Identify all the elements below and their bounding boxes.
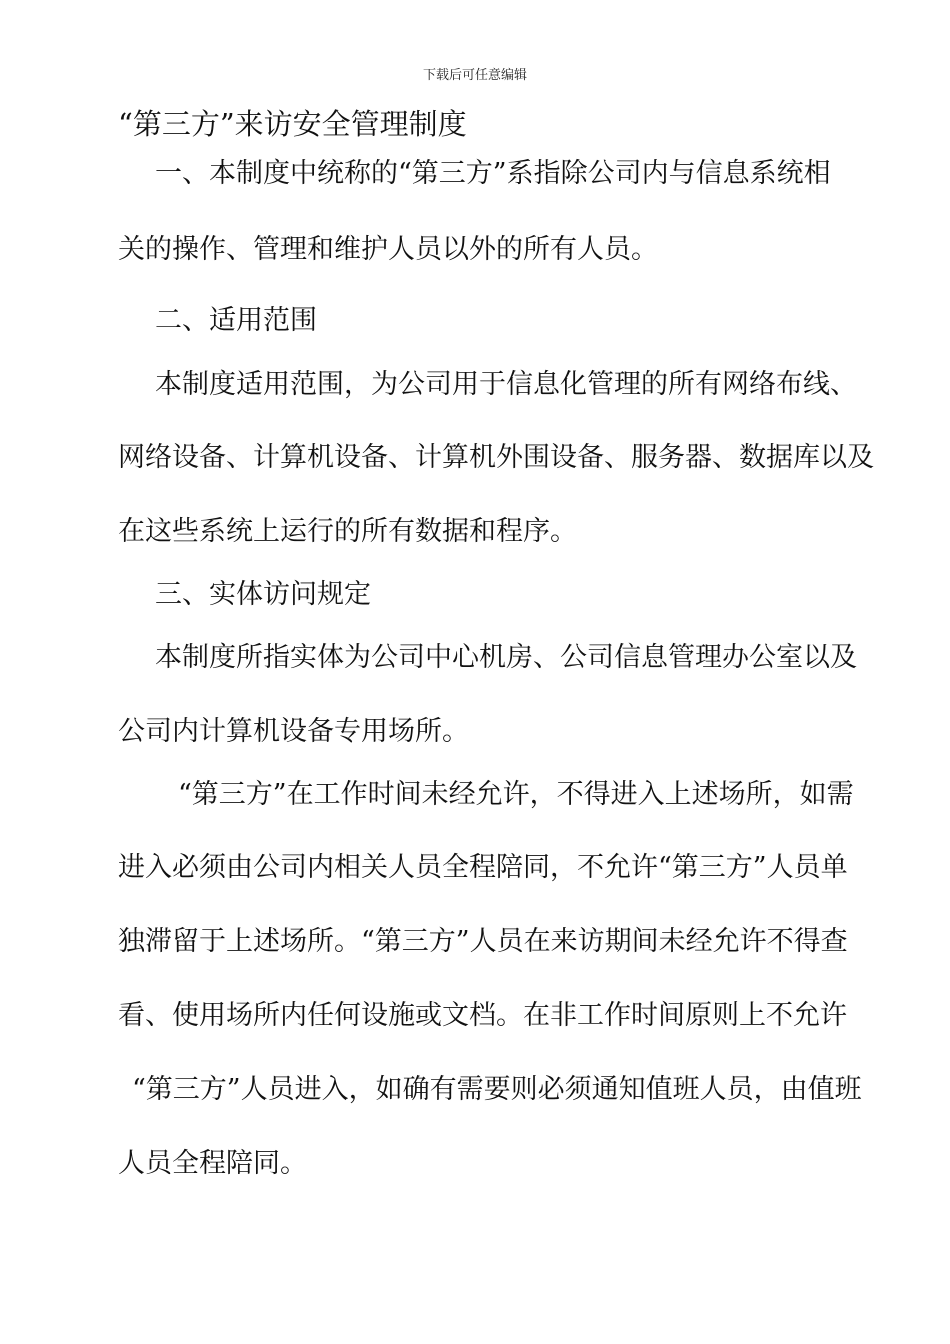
paragraph-line: 一、本制度中统称的“第三方”系指除公司内与信息系统相	[155, 158, 831, 189]
section-heading: 三、实体访问规定	[155, 579, 371, 610]
header-note: 下载后可任意编辑	[422, 68, 527, 83]
paragraph-line: 在这些系统上运行的所有数据和程序。	[118, 516, 577, 547]
paragraph-line: 公司内计算机设备专用场所。	[118, 716, 469, 747]
paragraph-line: 关的操作、管理和维护人员以外的所有人员。	[118, 234, 658, 265]
document-title: “第三方”来访安全管理制度	[118, 107, 467, 141]
paragraph-line: 独滞留于上述场所。“第三方”人员在来访期间未经允许不得查	[118, 926, 848, 957]
section-heading: 二、适用范围	[155, 305, 317, 336]
paragraph-line: 看、使用场所内任何设施或文档。在非工作时间原则上不允许	[118, 1000, 847, 1031]
paragraph-line: 人员全程陪同。	[118, 1148, 307, 1179]
paragraph-line: 本制度适用范围，为公司用于信息化管理的所有网络布线、	[155, 369, 857, 400]
paragraph-line: 进入必须由公司内相关人员全程陪同，不允许“第三方”人员单	[118, 852, 848, 883]
paragraph-line: 本制度所指实体为公司中心机房、公司信息管理办公室以及	[155, 642, 857, 673]
paragraph-line: “第三方”人员进入，如确有需要则必须通知值班人员，由值班	[132, 1074, 862, 1105]
paragraph-line: “第三方”在工作时间未经允许，不得进入上述场所，如需	[178, 779, 854, 810]
paragraph-line: 网络设备、计算机设备、计算机外围设备、服务器、数据库以及	[118, 442, 874, 473]
